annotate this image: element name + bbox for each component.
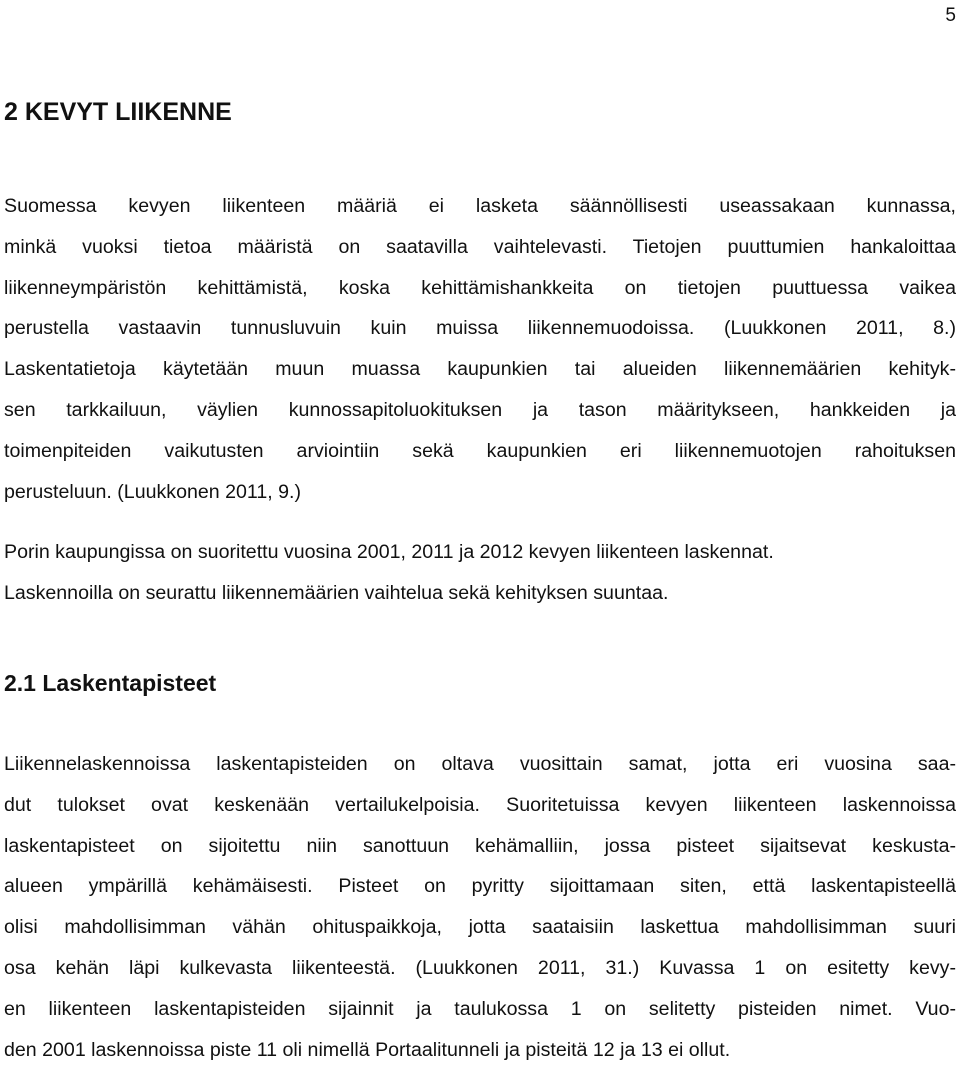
text-line: Laskennoilla on seurattu liikennemäärien vaihtelua sekä kehityksen suuntaa. xyxy=(4,581,669,604)
text-line: laskentapisteet on sijoitettu niin sanottuun kehämalliin, jossa pisteet sijaitsevat keskusta- xyxy=(4,834,956,857)
text-line: Suomessa kevyen liikenteen määriä ei lasketa säännöllisesti useassakaan kunnassa, xyxy=(4,195,956,217)
text-line: perusteluun. (Luukkonen 2011, 9.) xyxy=(4,480,302,503)
text-line: osa kehän läpi kulkevasta liikenteestä. (Luukkonen 2011, 31.) Kuvassa 1 on esitetty kevy- xyxy=(4,956,956,979)
text-line: toimenpiteiden vaikutusten arviointiin sekä kaupunkien eri liikennemuotojen rahoituksen xyxy=(4,439,956,462)
page-number: 5 xyxy=(945,5,956,26)
text-line: minkä vuoksi tietoa määristä on saatavilla vaihtelevasti. Tietojen puuttumien hankaloittaa xyxy=(4,235,956,258)
text-line: den 2001 laskennoissa piste 11 oli nimellä Portaalitunneli ja pisteitä 12 ja 13 ei ollut. xyxy=(4,1038,731,1061)
text-line: Laskentatietoja käytetään muun muassa kaupunkien tai alueiden liikennemäärien kehityk- xyxy=(4,358,956,381)
text-line: sen tarkkailuun, väylien kunnossapitoluokituksen ja tason määritykseen, hankkeiden ja xyxy=(4,398,956,421)
text-line: alueen ympärillä kehämäisesti. Pisteet on pyritty sijoittamaan siten, että laskentapisteellä xyxy=(4,875,956,898)
paragraph-pori xyxy=(4,532,956,614)
text-line: liikenneympäristön kehittämistä, koska kehittämishankkeita on tietojen puuttuessa vaikea xyxy=(4,276,956,299)
chapter-heading: 2 KEVYT LIIKENNE xyxy=(4,98,232,126)
paragraph-intro xyxy=(4,186,956,512)
text-line: Liikennelaskennoissa laskentapisteiden on oltava vuosittain samat, jotta eri vuosina saa- xyxy=(4,753,956,775)
text-line: dut tulokset ovat keskenään vertailukelpoisia. Suoritetuissa kevyen liikenteen laskennoissa xyxy=(4,793,956,816)
text-line: perustella vastaavin tunnusluvuin kuin muissa liikennemuodoissa. (Luukkonen 2011, 8.) xyxy=(4,317,956,340)
text-line: olisi mahdollisimman vähän ohituspaikkoja, jotta saataisiin laskettua mahdollisimman suuri xyxy=(4,916,956,939)
text-line: en liikenteen laskentapisteiden sijainnit ja taulukossa 1 on selitetty pisteiden nimet. Vuo- xyxy=(4,997,956,1020)
section-heading: 2.1 Laskentapisteet xyxy=(4,670,217,696)
paragraph-counting-points xyxy=(4,744,956,1070)
text-line: Porin kaupungissa on suoritettu vuosina 2001, 2011 ja 2012 kevyen liikenteen laskennat. xyxy=(4,541,774,563)
